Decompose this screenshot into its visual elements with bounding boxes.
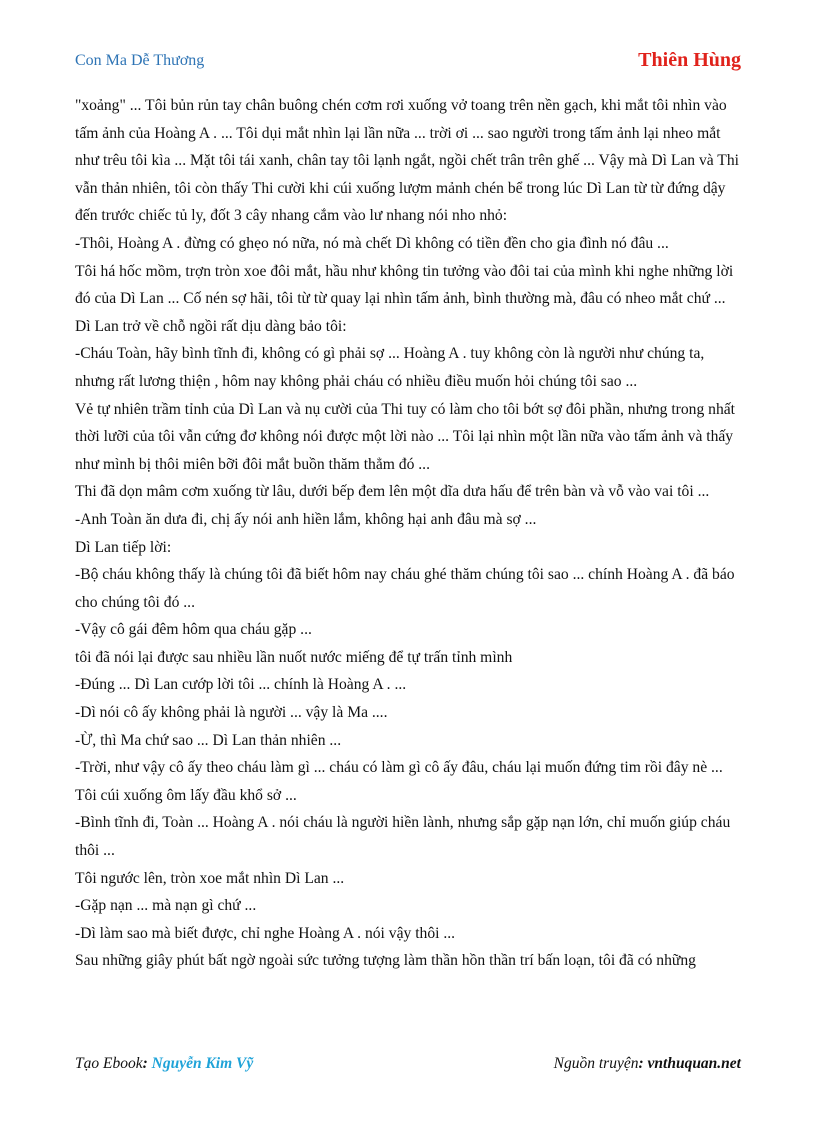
paragraph: "xoảng" ... Tôi bủn rủn tay chân buông chén cơm rơi xuống vở toang trên nền gạch, khi mắt tôi nhìn vào tấm ảnh của Hoàng A . ... Tôi dụi mắt nhìn lại lần nữa ... trời ơi ... sao người trong tấm ảnh lại nheo mắt như trêu tôi kìa ... Mặt tôi tái xanh, chân tay tôi lạnh ngắt, ngồi chết trân trên ghế ... Vậy mà Dì Lan và Thi vẫn thản nhiên, tôi còn thấy Thi cười khi cúi xuống lượm mảnh chén bể trong lúc Dì Lan từ từ đứng dậy đến trước chiếc tủ ly, đốt 3 cây nhang cắm vào lư nhang nói nho nhỏ: — [75, 97, 739, 225]
paragraph: -Trời, như vậy cô ấy theo cháu làm gì ... cháu có làm gì cô ấy đâu, cháu lại muốn đứng tim rồi đây nè ... — [75, 759, 723, 777]
paragraph: -Gặp nạn ... mà nạn gì chứ ... — [75, 897, 257, 915]
paragraph: Sau những giây phút bất ngờ ngoài sức tưởng tượng làm thần hồn thần trí bấn loạn, tôi đã có những — [75, 952, 696, 970]
paragraph: -Bình tĩnh đi, Toàn ... Hoàng A . nói cháu là người hiền lành, nhưng sắp gặp nạn lớn, chỉ muốn giúp cháu thôi ... — [75, 814, 731, 860]
paragraph: Tôi cúi xuống ôm lấy đầu khổ sở ... — [75, 786, 297, 804]
footer-ebook-credit — [75, 1055, 253, 1073]
paragraph: -Dì nói cô ấy không phải là người ... vậy là Ma .... — [75, 704, 388, 722]
paragraph: -Dì làm sao mà biết được, chỉ nghe Hoàng A . nói vậy thôi ... — [75, 924, 456, 942]
author-name: Thiên Hùng — [638, 49, 741, 71]
footer-colon: : — [142, 1055, 148, 1072]
paragraph: Vẻ tự nhiên trầm tỉnh của Dì Lan và nụ cười của Thi tuy có làm cho tôi bớt sợ đôi phần, nhưng trong nhất thời lưỡi của tôi vẫn cứng đơ không nói được một lời nào ... Tôi lại nhìn một lần nữa vào tấm ảnh và thấy như mình bị thôi miên bỡi đôi mắt buồn thăm thẳm đó ... — [75, 400, 735, 473]
page-body — [75, 92, 743, 975]
paragraph: Thi đã dọn mâm cơm xuống từ lâu, dưới bếp đem lên một dĩa dưa hấu để trên bàn và vỗ vào vai tôi ... — [75, 483, 710, 501]
paragraph: tôi đã nói lại được sau nhiều lần nuốt nước miếng để tự trấn tỉnh mình — [75, 648, 513, 666]
footer-source-credit — [554, 1055, 741, 1073]
book-title: Con Ma Dễ Thương — [75, 52, 205, 69]
paragraph: -Vậy cô gái đêm hôm qua cháu gặp ... — [75, 621, 312, 639]
paragraph: -Đúng ... Dì Lan cướp lời tôi ... chính là Hoàng A . ... — [75, 676, 407, 694]
footer-ebook-label: Tạo Ebook — [75, 1055, 143, 1072]
paragraph: -Ừ, thì Ma chứ sao ... Dì Lan thản nhiên ... — [75, 731, 342, 749]
paragraph: Dì Lan tiếp lời: — [75, 538, 172, 556]
footer-ebook-author: Nguyễn Kim Vỹ — [151, 1055, 254, 1072]
footer-source-label: Nguồn truyện — [553, 1055, 639, 1072]
paragraph: -Bộ cháu không thấy là chúng tôi đã biết hôm nay cháu ghé thăm chúng tôi sao ... chính Hoàng A . đã báo cho chúng tôi đó ... — [75, 566, 735, 611]
footer-source-site: vnthuquan.net — [647, 1055, 741, 1072]
paragraph: Tôi há hốc mồm, trợn tròn xoe đôi mắt, hầu như không tin tưởng vào đôi tai của mình khi nghe những lời đó của Dì Lan ... Cố nén sợ hãi, tôi từ từ quay lại nhìn tấm ảnh, bình thường mà, đâu có nheo mắt chứ ... Dì Lan trở về chỗ ngồi rất dịu dàng bảo tôi: — [75, 262, 734, 335]
paragraph: Tôi ngước lên, tròn xoe mắt nhìn Dì Lan ... — [75, 869, 345, 887]
paragraph: -Anh Toàn ăn dưa đi, chị ấy nói anh hiền lắm, không hại anh đâu mà sợ ... — [75, 510, 537, 528]
paragraph: -Cháu Toàn, hãy bình tĩnh đi, không có gì phải sợ ... Hoàng A . tuy không còn là người như chúng ta, nhưng rất lương thiện , hôm nay không phải cháu có nhiều điều muốn hỏi chúng tôi sao ... — [75, 345, 705, 390]
paragraph: -Thôi, Hoàng A . đừng có ghẹo nó nữa, nó mà chết Dì không có tiền đền cho gia đình nó đâu ... — [75, 234, 669, 252]
footer-colon: : — [638, 1055, 644, 1072]
